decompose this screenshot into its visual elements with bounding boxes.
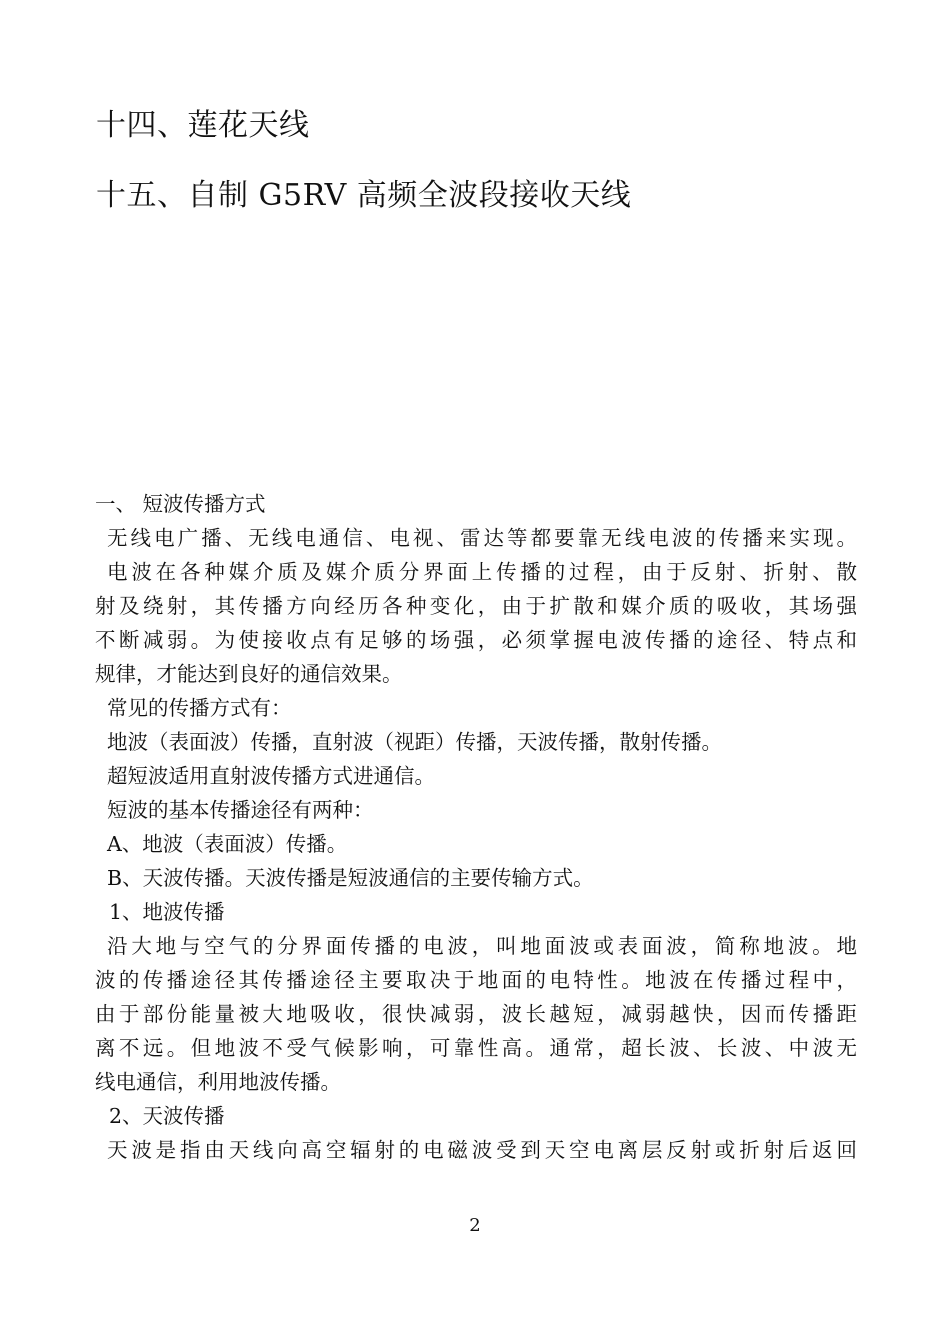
paragraph-line: 地波（表面波）传播，直射波（视距）传播，天波传播，散射传播。 bbox=[107, 730, 722, 754]
paragraph-line: 波的传播途径其传播途径主要取决于地面的电特性。地波在传播过程中， bbox=[95, 968, 857, 992]
paragraph-line: 电波在各种媒介质及媒介质分界面上传播的过程，由于反射、折射、散 bbox=[107, 560, 857, 584]
paragraph-line: B、天波传播。天波传播是短波通信的主要传输方式。 bbox=[107, 866, 594, 890]
paragraph-line: 离不远。但地波不受气候影响，可靠性高。通常，超长波、长波、中波无 bbox=[95, 1036, 857, 1060]
paragraph-line: 规律，才能达到良好的通信效果。 bbox=[95, 662, 403, 686]
paragraph-line: 线电通信，利用地波传播。 bbox=[95, 1070, 341, 1094]
heading-lotus-antenna: 十四、莲花天线 bbox=[96, 108, 310, 143]
paragraph-line: 由于部份能量被大地吸收，很快减弱，波长越短，减弱越快，因而传播距 bbox=[95, 1002, 857, 1026]
paragraph-line: 沿大地与空气的分界面传播的电波，叫地面波或表面波，简称地波。地 bbox=[107, 934, 857, 958]
subsection-title: 2、天波传播 bbox=[109, 1104, 225, 1128]
paragraph-line: 短波的基本传播途径有两种： bbox=[107, 798, 374, 822]
paragraph-line: 天波是指由天线向高空辐射的电磁波受到天空电离层反射或折射后返回 bbox=[107, 1138, 857, 1162]
paragraph-line: 不断减弱。为使接收点有足够的场强，必须掌握电波传播的途径、特点和 bbox=[95, 628, 857, 652]
paragraph-line: 常见的传播方式有： bbox=[107, 696, 292, 720]
paragraph-line: 射及绕射，其传播方向经历各种变化，由于扩散和媒介质的吸收，其场强 bbox=[95, 594, 857, 618]
subsection-title: 1、地波传播 bbox=[109, 900, 225, 924]
page-number: 2 bbox=[469, 1215, 481, 1236]
body-text bbox=[95, 487, 857, 1167]
section-title: 一、 短波传播方式 bbox=[95, 492, 266, 516]
paragraph-line: 无线电广播、无线电通信、电视、雷达等都要靠无线电波的传播来实现。 bbox=[107, 526, 857, 550]
heading-g5rv-antenna: 十五、自制 G5RV 高频全波段接收天线 bbox=[96, 178, 632, 213]
paragraph-line: A、地波（表面波）传播。 bbox=[107, 832, 348, 856]
paragraph-line: 超短波适用直射波传播方式进通信。 bbox=[107, 764, 435, 788]
